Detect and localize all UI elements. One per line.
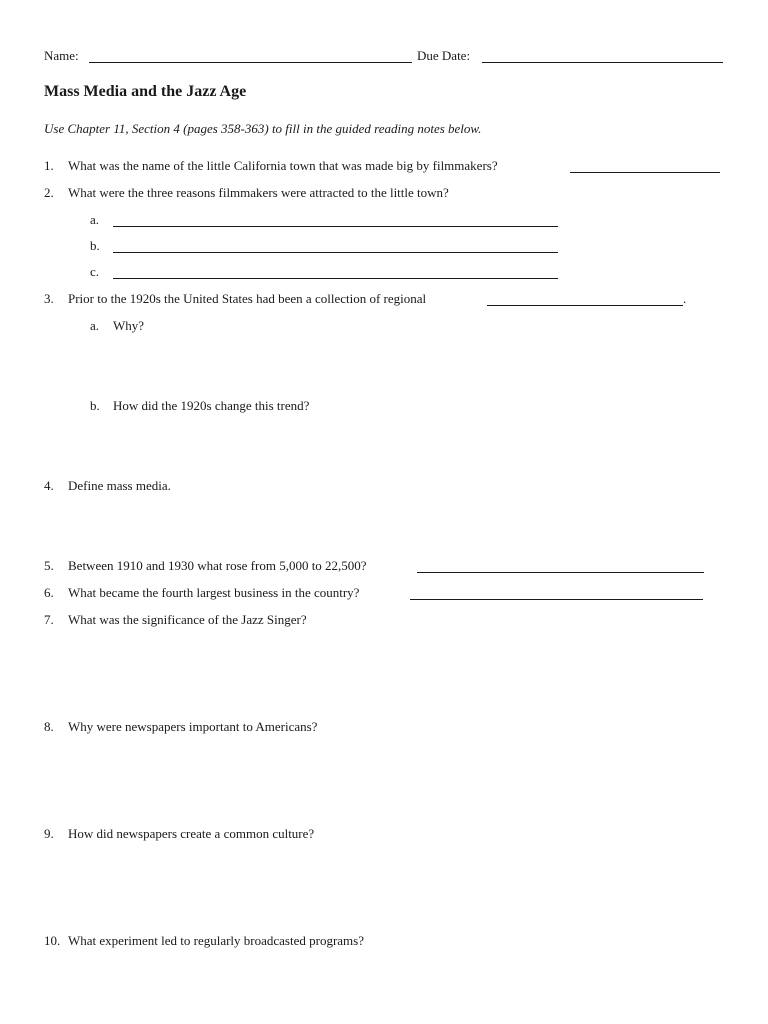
answer-line[interactable]	[487, 293, 683, 306]
question-text: What was the name of the little California town that was made big by filmmakers?	[68, 158, 498, 173]
question-text: Define mass media.	[68, 478, 171, 493]
question-text: What were the three reasons filmmakers were attracted to the little town?	[68, 185, 449, 200]
question-text: What was the significance of the Jazz Singer?	[68, 612, 307, 627]
question-end-period: .	[683, 291, 687, 306]
question-number: 9.	[44, 826, 54, 841]
question-number: 4.	[44, 478, 54, 493]
question-number: 7.	[44, 612, 54, 627]
answer-line[interactable]	[113, 240, 558, 253]
question-text: Between 1910 and 1930 what rose from 5,000 to 22,500?	[68, 558, 367, 573]
question-text: How did newspapers create a common culture?	[68, 826, 315, 841]
sub-label: a.	[90, 212, 100, 227]
question-number: 1.	[44, 158, 54, 173]
answer-line[interactable]	[570, 160, 720, 173]
due-date-label: Due Date:	[417, 48, 471, 63]
page-title: Mass Media and the Jazz Age	[44, 83, 247, 100]
question-text: Why were newspapers important to Americans?	[68, 719, 318, 734]
question-text: What became the fourth largest business in the country?	[68, 585, 360, 600]
due-date-field[interactable]	[482, 50, 723, 63]
sub-label: a.	[90, 318, 100, 333]
question-number: 2.	[44, 185, 54, 200]
question-number: 10.	[44, 933, 61, 948]
sub-question-text: Why?	[113, 318, 145, 333]
sub-label: c.	[90, 264, 100, 279]
question-text: Prior to the 1920s the United States had been a collection of regional	[68, 291, 427, 306]
instructions: Use Chapter 11, Section 4 (pages 358-363) to fill in the guided reading notes below.	[44, 121, 482, 136]
sub-label: b.	[90, 238, 100, 253]
answer-line[interactable]	[113, 214, 558, 227]
question-number: 5.	[44, 558, 54, 573]
question-number: 8.	[44, 719, 54, 734]
question-text: What experiment led to regularly broadcasted programs?	[68, 933, 364, 948]
question-number: 3.	[44, 291, 54, 306]
sub-question-text: How did the 1920s change this trend?	[113, 398, 310, 413]
name-label: Name:	[44, 48, 79, 63]
question-number: 6.	[44, 585, 54, 600]
sub-label: b.	[90, 398, 100, 413]
answer-line[interactable]	[417, 560, 704, 573]
answer-line[interactable]	[113, 266, 558, 279]
name-field[interactable]	[89, 50, 412, 63]
answer-line[interactable]	[410, 587, 703, 600]
